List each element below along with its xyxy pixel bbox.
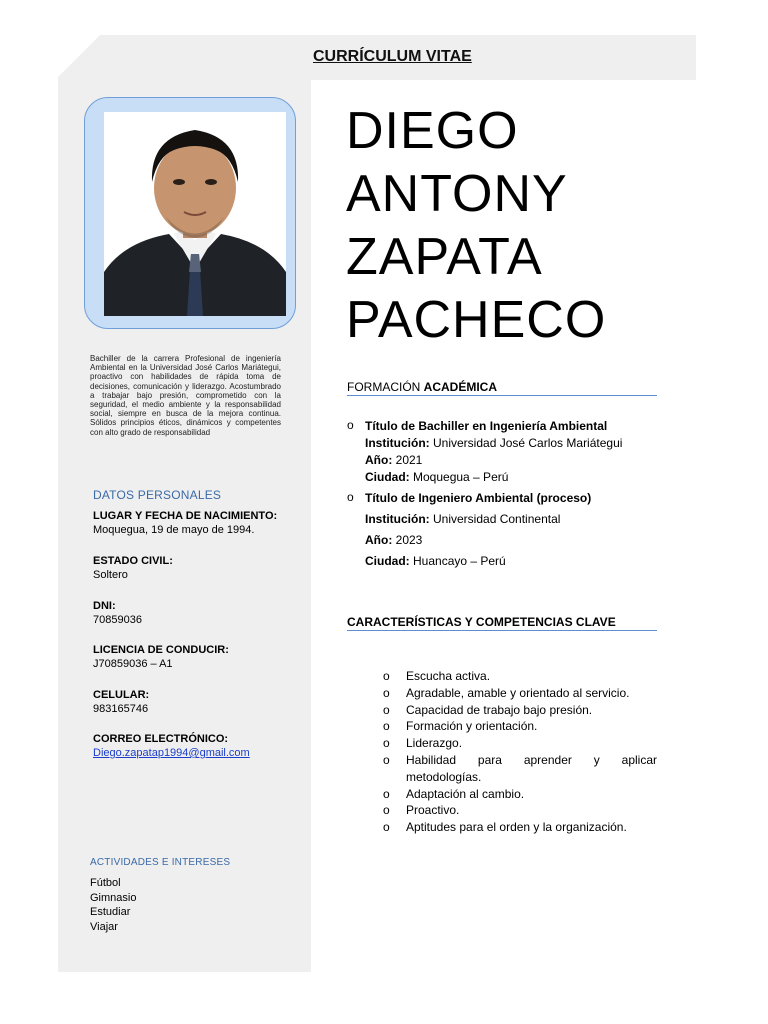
dni-field xyxy=(93,599,303,627)
bullet-icon: o xyxy=(383,702,390,717)
competencies-heading: CARACTERÍSTICAS Y COMPETENCIAS CLAVE xyxy=(347,615,657,631)
portrait-illustration xyxy=(104,112,286,316)
birth-value: Moquegua, 19 de mayo de 1994. xyxy=(93,524,255,536)
bullet-icon: o xyxy=(383,752,390,767)
degree-title: Título de Bachiller en Ingeniería Ambiental xyxy=(365,419,608,433)
competency-text: Formación y orientación. xyxy=(406,719,538,734)
dni-value: 70859036 xyxy=(93,614,142,626)
interests-heading: ACTIVIDADES E INTERESES xyxy=(90,857,231,868)
civil-status-label: ESTADO CIVIL: xyxy=(93,555,173,567)
competency-text: Habilidad para aprender y aplicar metodologías. xyxy=(406,752,657,784)
bullet-icon: o xyxy=(347,490,354,504)
institution-value: Universidad Continental xyxy=(429,512,561,526)
list-item xyxy=(383,718,657,735)
phone-label: CELULAR: xyxy=(93,689,150,701)
email-field xyxy=(93,732,303,760)
name-line: ANTONY xyxy=(346,165,568,223)
degree-title: Título de Ingeniero Ambiental (proceso) xyxy=(365,491,592,505)
institution-value: Universidad José Carlos Mariátegui xyxy=(429,436,623,450)
interest-item: Viajar xyxy=(90,920,118,933)
profile-photo xyxy=(104,112,286,316)
year-value: 2021 xyxy=(392,453,423,467)
civil-status-field xyxy=(93,554,303,582)
education-list xyxy=(347,418,667,570)
bullet-icon: o xyxy=(383,685,390,700)
list-item xyxy=(383,702,657,719)
full-name xyxy=(346,100,606,352)
list-item xyxy=(383,685,657,702)
education-heading-plain: FORMACIÓN xyxy=(347,380,424,394)
list-item xyxy=(383,802,657,819)
name-line: PACHECO xyxy=(346,291,607,349)
profile-summary: Bachiller de la carrera Profesional de ingeniería Ambiental en la Universidad José Carlos Mariátegui, proactivo con habilidades de rápida toma de decisiones, comunicación y liderazgo. Acostumbrado a trabajar bajo presión, comprometido con la seguridad, el medio ambiente y la responsabilidad social, siempre en busca de la mejora continua. Sólidos principios éticos, dinámicos y competentes con alto grado de responsabilidad xyxy=(90,354,281,437)
competency-text: Proactivo. xyxy=(406,803,460,818)
city-label: Ciudad: xyxy=(365,554,410,568)
list-item xyxy=(383,668,657,685)
competencies-list xyxy=(383,668,657,836)
birth-field xyxy=(93,509,303,537)
interest-item: Estudiar xyxy=(90,906,131,918)
bullet-icon: o xyxy=(383,669,390,683)
bullet-icon: o xyxy=(383,719,390,734)
civil-status-value: Soltero xyxy=(93,569,128,581)
phone-field xyxy=(93,688,303,716)
bullet-icon: o xyxy=(383,820,390,835)
interest-item: Gimnasio xyxy=(90,891,137,904)
license-label: LICENCIA DE CONDUCIR: xyxy=(93,644,229,656)
birth-label: LUGAR Y FECHA DE NACIMIENTO: xyxy=(93,510,278,522)
education-heading xyxy=(347,380,657,396)
email-link[interactable]: Diego.zapatap1994@gmail.com xyxy=(93,747,250,759)
city-value: Huancayo – Perú xyxy=(409,554,506,568)
competency-text: Capacidad de trabajo bajo presión. xyxy=(406,702,593,717)
year-value: 2023 xyxy=(392,533,423,547)
institution-label: Institución: xyxy=(365,512,430,526)
competency-text: Adaptación al cambio. xyxy=(406,786,525,801)
competency-text: Escucha activa. xyxy=(406,669,491,683)
email-label: CORREO ELECTRÓNICO: xyxy=(93,733,229,745)
bullet-icon: o xyxy=(383,803,390,818)
list-item xyxy=(383,752,657,786)
name-line: ZAPATA xyxy=(346,228,543,286)
dni-label: DNI: xyxy=(93,600,116,612)
city-value: Moquegua – Perú xyxy=(409,470,509,484)
bullet-icon: o xyxy=(383,786,390,801)
competency-text: Aptitudes para el orden y la organización. xyxy=(406,820,627,835)
phone-value: 983165746 xyxy=(93,703,149,715)
bullet-icon: o xyxy=(347,418,354,432)
city-label: Ciudad: xyxy=(365,470,410,484)
education-item xyxy=(347,490,667,570)
name-line: DIEGO xyxy=(346,102,519,160)
education-heading-bold: ACADÉMICA xyxy=(423,380,498,394)
license-field xyxy=(93,643,303,671)
list-item xyxy=(383,786,657,803)
interests-list xyxy=(90,876,136,934)
education-item xyxy=(347,418,667,486)
personal-data-heading: DATOS PERSONALES xyxy=(93,488,222,502)
year-label: Año: xyxy=(365,533,393,547)
document-title: CURRÍCULUM VITAE xyxy=(313,48,472,65)
competency-text: Agradable, amable y orientado al servicio. xyxy=(406,685,630,700)
year-label: Año: xyxy=(365,453,393,467)
list-item xyxy=(383,819,657,836)
institution-label: Institución: xyxy=(365,436,430,450)
bullet-icon: o xyxy=(383,736,390,751)
license-value: J70859036 – A1 xyxy=(93,658,173,670)
interest-item: Fútbol xyxy=(90,877,121,889)
competency-text: Liderazgo. xyxy=(406,736,463,751)
list-item xyxy=(383,735,657,752)
